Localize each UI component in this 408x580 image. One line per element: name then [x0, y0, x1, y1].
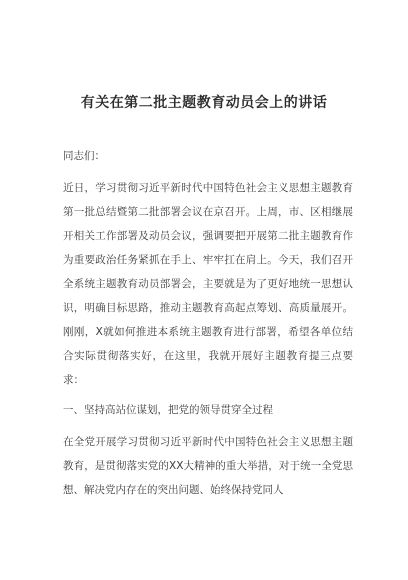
section-heading: 一、坚持高站位谋划，把党的领导贯穿全过程: [63, 404, 273, 416]
document-title: 有关在第二批主题教育动员会上的讲话: [80, 95, 328, 111]
paragraph-1: 近日，学习贯彻习近平新时代中国特色社会主义思想主题教育第一批总结暨第二批部署会议在京召开。上周，市、区相继展开相关工作部署及动员会议，强调要把开展第二批主题教育作为重要政治任务紧抓在手上、牢牢扛在肩上。今天，我们召开全系统主题教育动员部署会，主要就是为了更好地统一思想认识，明确目标思路，推动主题教育高起点筹划、高质量展开。刚刚，X就如何推进本系统主题教育进行部署，希望各单位结合实际贯彻落实好，在这里，我就开展好主题教育提三点要求：: [63, 182, 353, 386]
salutation: 同志们：: [63, 150, 105, 162]
paragraph-2: 在全党开展学习贯彻习近平新时代中国特色社会主义思想主题教育，是贯彻落实党的XX大精神的重大举措，对于统一全党思想、解决党内存在的突出问题、始终保持党同人: [63, 436, 353, 496]
